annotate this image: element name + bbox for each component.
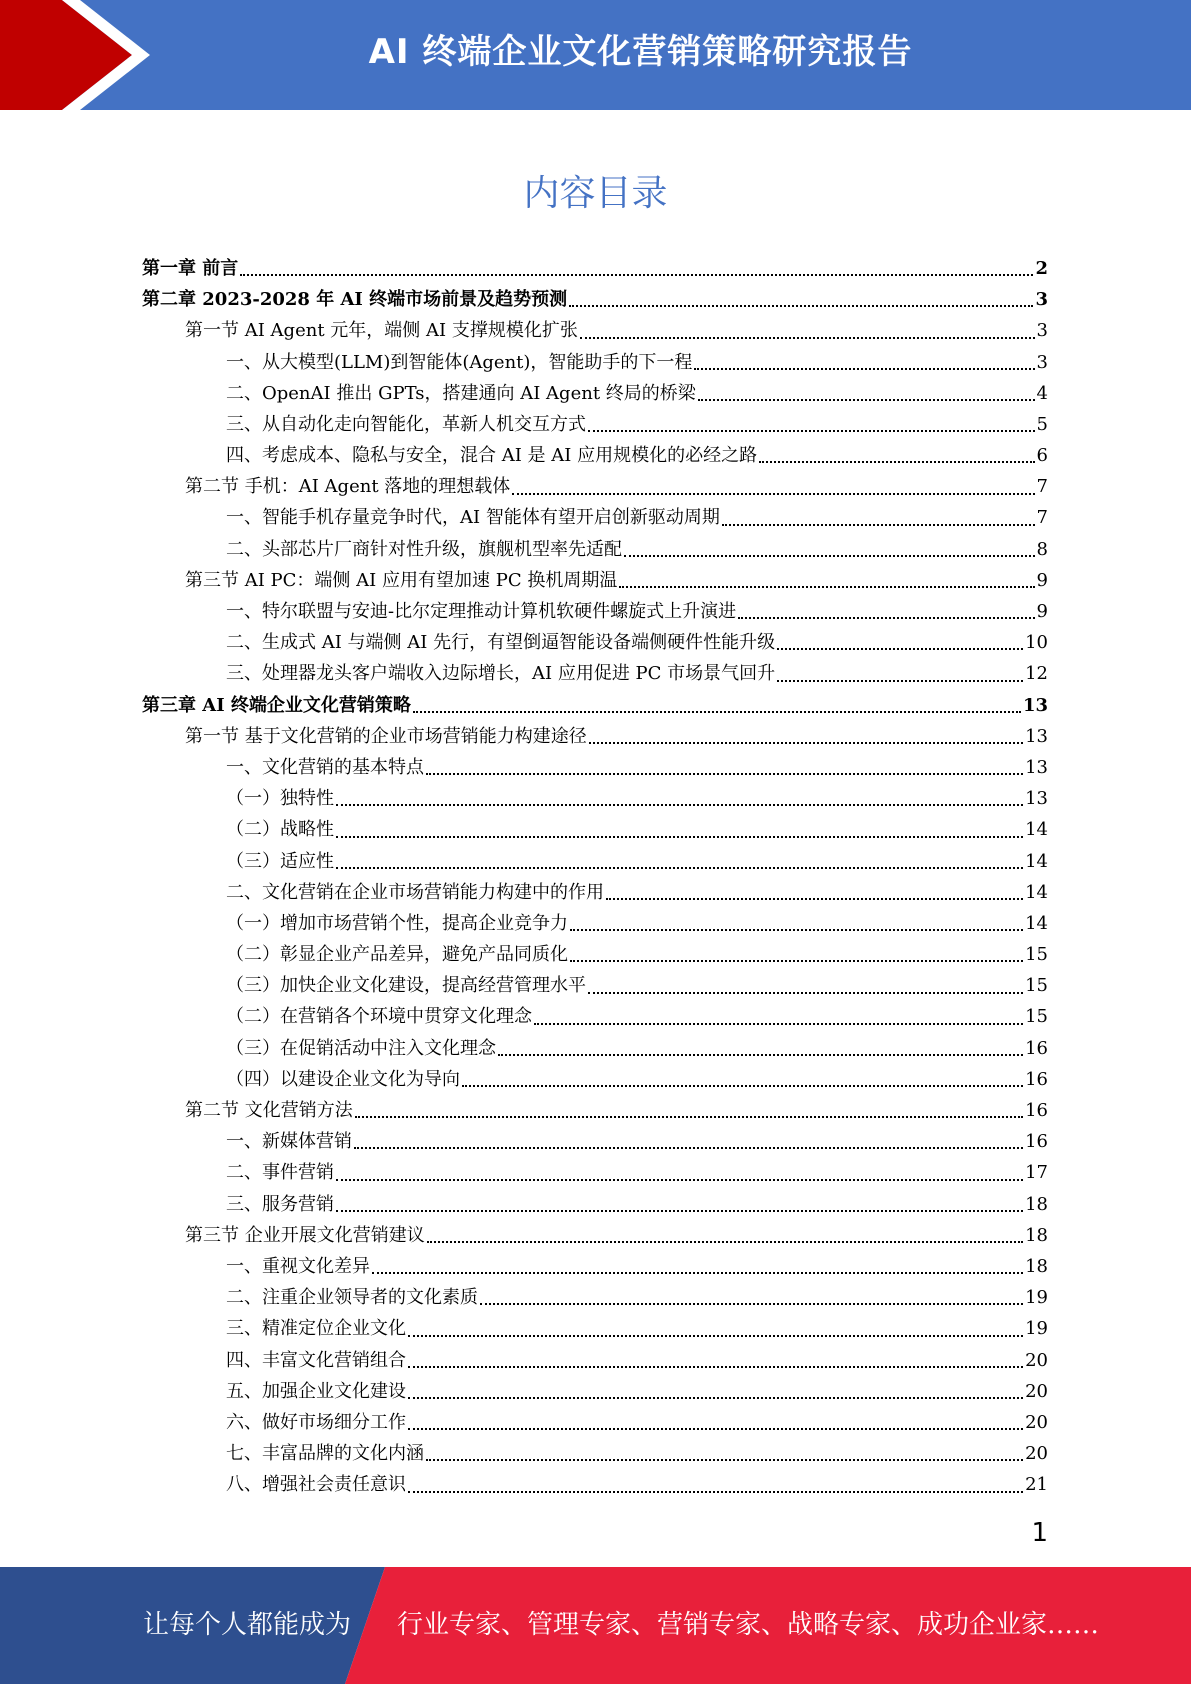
toc-entry[interactable] xyxy=(142,1095,1048,1126)
toc-entry[interactable] xyxy=(142,1157,1048,1188)
toc-entry-title: （一）增加市场营销个性，提高企业竞争力 xyxy=(226,912,568,934)
toc-entry-title: 三、从自动化走向智能化，革新人机交互方式 xyxy=(226,413,586,435)
toc-entry-title: 四、考虑成本、隐私与安全，混合 AI 是 AI 应用规模化的必经之路 xyxy=(226,445,758,467)
toc-entry[interactable] xyxy=(142,253,1048,284)
toc-entry-title: 第一节 AI Agent 元年，端侧 AI 支撑规模化扩张 xyxy=(185,320,578,342)
toc-dot-leader xyxy=(480,1282,1023,1313)
toc-entry-page: 16 xyxy=(1025,1100,1048,1122)
toc-entry-page: 7 xyxy=(1036,476,1048,498)
toc-entry-page: 20 xyxy=(1025,1443,1048,1465)
toc-dot-leader xyxy=(534,1002,1023,1033)
toc-entry[interactable] xyxy=(142,1376,1048,1407)
toc-entry[interactable] xyxy=(142,783,1048,814)
toc-entry[interactable] xyxy=(142,1438,1048,1469)
toc-entry[interactable] xyxy=(142,690,1048,721)
toc-entry[interactable] xyxy=(142,970,1048,1001)
toc-entry-page: 19 xyxy=(1025,1287,1048,1309)
toc-entry-page: 6 xyxy=(1036,445,1048,467)
toc-dot-leader xyxy=(759,440,1034,471)
toc-dot-leader xyxy=(408,1407,1023,1438)
toc-entry[interactable] xyxy=(142,1282,1048,1313)
toc-entry-page: 13 xyxy=(1025,788,1048,810)
toc-dot-leader xyxy=(570,908,1023,939)
toc-dot-leader xyxy=(336,814,1023,845)
toc-entry-title: （四）以建设企业文化为导向 xyxy=(226,1068,460,1090)
toc-entry-page: 14 xyxy=(1025,881,1048,903)
toc-entry-title: 三、处理器龙头客户端收入边际增长，AI 应用促进 PC 市场景气回升 xyxy=(226,663,776,685)
toc-entry-title: 七、丰富品牌的文化内涵 xyxy=(226,1443,424,1465)
toc-entry[interactable] xyxy=(142,814,1048,845)
toc-entry-title: 二、OpenAI 推出 GPTs，搭建通向 AI Agent 终局的桥梁 xyxy=(226,382,696,404)
toc-entry[interactable] xyxy=(142,1189,1048,1220)
toc-entry-page: 18 xyxy=(1025,1193,1048,1215)
toc-dot-leader xyxy=(512,471,1034,502)
toc-entry-page: 4 xyxy=(1036,382,1048,404)
toc-dot-leader xyxy=(619,565,1034,596)
toc-entry-page: 2 xyxy=(1035,257,1048,279)
toc-entry-title: 一、智能手机存量竞争时代，AI 智能体有望开启创新驱动周期 xyxy=(226,507,720,529)
toc-entry[interactable] xyxy=(142,440,1048,471)
page-footer xyxy=(0,1567,1191,1684)
toc-entry-page: 15 xyxy=(1025,975,1048,997)
toc-entry[interactable] xyxy=(142,409,1048,440)
toc-entry-title: 五、加强企业文化建设 xyxy=(226,1380,406,1402)
toc-entry[interactable] xyxy=(142,1251,1048,1282)
toc-dot-leader xyxy=(589,721,1023,752)
toc-entry-page: 13 xyxy=(1022,694,1048,716)
toc-entry-page: 7 xyxy=(1036,507,1048,529)
toc-entry-title: （一）独特性 xyxy=(226,788,334,810)
toc-entry-title: （二）在营销各个环境中贯穿文化理念 xyxy=(226,1006,532,1028)
table-of-contents xyxy=(142,253,1048,1501)
toc-entry[interactable] xyxy=(142,1407,1048,1438)
toc-entry[interactable] xyxy=(142,315,1048,346)
toc-entry[interactable] xyxy=(142,752,1048,783)
toc-entry-title: 二、生成式 AI 与端侧 AI 先行，有望倒逼智能设备端侧硬件性能升级 xyxy=(226,632,776,654)
toc-entry-page: 5 xyxy=(1036,413,1048,435)
toc-entry-title: 四、丰富文化营销组合 xyxy=(226,1349,406,1371)
toc-entry[interactable] xyxy=(142,378,1048,409)
toc-entry-page: 21 xyxy=(1025,1474,1048,1496)
toc-dot-leader xyxy=(777,658,1023,689)
toc-dot-leader xyxy=(408,1313,1023,1344)
toc-dot-leader xyxy=(372,1251,1023,1282)
toc-entry-title: 一、从大模型(LLM)到智能体(Agent)，智能助手的下一程 xyxy=(226,351,693,373)
toc-entry-page: 17 xyxy=(1025,1162,1048,1184)
toc-entry-title: （三）加快企业文化建设，提高经营管理水平 xyxy=(226,975,586,997)
toc-dot-leader xyxy=(408,1376,1023,1407)
toc-dot-leader xyxy=(413,690,1021,721)
toc-entry[interactable] xyxy=(142,1313,1048,1344)
toc-entry-title: 三、服务营销 xyxy=(226,1193,334,1215)
toc-entry-page: 10 xyxy=(1025,632,1048,654)
toc-entry[interactable] xyxy=(142,1469,1048,1500)
toc-dot-leader xyxy=(694,347,1034,378)
toc-entry-title: （三）在促销活动中注入文化理念 xyxy=(226,1037,496,1059)
toc-dot-leader xyxy=(569,284,1033,315)
page-header xyxy=(0,0,1191,110)
toc-entry-title: 二、注重企业领导者的文化素质 xyxy=(226,1287,478,1309)
toc-heading: 内容目录 xyxy=(523,173,668,214)
toc-dot-leader xyxy=(698,378,1035,409)
toc-entry-title: 第二节 手机：AI Agent 落地的理想载体 xyxy=(185,476,511,498)
toc-entry-page: 14 xyxy=(1025,819,1048,841)
toc-entry-page: 12 xyxy=(1025,663,1048,685)
toc-entry-page: 3 xyxy=(1036,320,1048,342)
toc-entry-title: 二、事件营销 xyxy=(226,1162,334,1184)
toc-dot-leader xyxy=(408,1345,1023,1376)
toc-entry[interactable] xyxy=(142,939,1048,970)
toc-entry-page: 16 xyxy=(1025,1131,1048,1153)
toc-entry[interactable] xyxy=(142,1064,1048,1095)
toc-entry-page: 3 xyxy=(1036,351,1048,373)
toc-entry-page: 8 xyxy=(1036,538,1048,560)
toc-dot-leader xyxy=(570,939,1023,970)
toc-entry[interactable] xyxy=(142,1220,1048,1251)
toc-dot-leader xyxy=(498,1033,1023,1064)
toc-entry[interactable] xyxy=(142,565,1048,596)
toc-entry-title: 第三节 AI PC：端侧 AI 应用有望加速 PC 换机周期温 xyxy=(185,569,618,591)
toc-dot-leader xyxy=(722,503,1035,534)
toc-entry[interactable] xyxy=(142,284,1048,315)
toc-entry-title: 一、重视文化差异 xyxy=(226,1255,370,1277)
toc-entry[interactable] xyxy=(142,1002,1048,1033)
toc-entry[interactable] xyxy=(142,877,1048,908)
toc-dot-leader xyxy=(336,783,1023,814)
page-number: 1 xyxy=(1031,1518,1048,1548)
toc-entry-page: 20 xyxy=(1025,1411,1048,1433)
toc-dot-leader xyxy=(336,846,1023,877)
toc-dot-leader xyxy=(624,534,1035,565)
toc-entry-page: 16 xyxy=(1025,1037,1048,1059)
toc-entry[interactable] xyxy=(142,596,1048,627)
toc-dot-leader xyxy=(355,1095,1023,1126)
toc-entry-page: 3 xyxy=(1035,289,1048,311)
toc-entry[interactable] xyxy=(142,1126,1048,1157)
toc-entry[interactable] xyxy=(142,658,1048,689)
toc-entry-title: （二）战略性 xyxy=(226,819,334,841)
toc-entry[interactable] xyxy=(142,1033,1048,1064)
toc-entry[interactable] xyxy=(142,1345,1048,1376)
toc-entry-title: 一、新媒体营销 xyxy=(226,1131,352,1153)
toc-entry[interactable] xyxy=(142,534,1048,565)
toc-dot-leader xyxy=(336,1189,1023,1220)
toc-entry-page: 18 xyxy=(1025,1224,1048,1246)
toc-dot-leader xyxy=(426,1438,1023,1469)
toc-entry[interactable] xyxy=(142,503,1048,534)
toc-entry-title: 二、头部芯片厂商针对性升级，旗舰机型率先适配 xyxy=(226,538,622,560)
toc-entry[interactable] xyxy=(142,471,1048,502)
toc-entry[interactable] xyxy=(142,347,1048,378)
toc-entry-title: 第三节 企业开展文化营销建议 xyxy=(185,1224,425,1246)
toc-dot-leader xyxy=(588,970,1023,1001)
toc-entry-page: 14 xyxy=(1025,912,1048,934)
toc-entry[interactable] xyxy=(142,846,1048,877)
toc-entry-title: 第一章 前言 xyxy=(142,257,239,279)
toc-entry-title: （三）适应性 xyxy=(226,850,334,872)
toc-entry-page: 9 xyxy=(1036,601,1048,623)
toc-entry-title: 第三章 AI 终端企业文化营销策略 xyxy=(142,694,411,716)
toc-entry-page: 20 xyxy=(1025,1380,1048,1402)
footer-slogan-right: 行业专家、管理专家、营销专家、战略专家、成功企业家…… xyxy=(397,1610,1100,1640)
toc-dot-leader xyxy=(777,627,1023,658)
toc-dot-leader xyxy=(606,877,1023,908)
toc-entry-page: 16 xyxy=(1025,1068,1048,1090)
toc-entry-title: 第二节 文化营销方法 xyxy=(185,1100,353,1122)
toc-entry-page: 13 xyxy=(1025,756,1048,778)
toc-dot-leader xyxy=(588,409,1035,440)
toc-entry-page: 15 xyxy=(1025,1006,1048,1028)
toc-entry-title: 八、增强社会责任意识 xyxy=(226,1474,406,1496)
toc-entry-page: 20 xyxy=(1025,1349,1048,1371)
toc-entry-title: 三、精准定位企业文化 xyxy=(226,1318,406,1340)
toc-entry[interactable] xyxy=(142,908,1048,939)
toc-entry-title: 第二章 2023-2028 年 AI 终端市场前景及趋势预测 xyxy=(142,289,568,311)
toc-entry-page: 18 xyxy=(1025,1255,1048,1277)
toc-entry-title: （二）彰显企业产品差异，避免产品同质化 xyxy=(226,944,568,966)
toc-dot-leader xyxy=(354,1126,1023,1157)
toc-entry-page: 15 xyxy=(1025,944,1048,966)
toc-dot-leader xyxy=(580,315,1035,346)
toc-dot-leader xyxy=(738,596,1034,627)
report-title: AI 终端企业文化营销策略研究报告 xyxy=(368,32,913,72)
toc-dot-leader xyxy=(336,1157,1023,1188)
toc-dot-leader xyxy=(462,1064,1023,1095)
toc-entry-page: 19 xyxy=(1025,1318,1048,1340)
toc-entry-page: 9 xyxy=(1036,569,1048,591)
toc-entry-title: 一、文化营销的基本特点 xyxy=(226,756,424,778)
toc-dot-leader xyxy=(427,1220,1023,1251)
toc-dot-leader xyxy=(426,752,1023,783)
toc-entry[interactable] xyxy=(142,627,1048,658)
toc-entry-page: 13 xyxy=(1025,725,1048,747)
toc-entry[interactable] xyxy=(142,721,1048,752)
toc-entry-title: 一、特尔联盟与安迪-比尔定理推动计算机软硬件螺旋式上升演进 xyxy=(226,601,737,623)
toc-entry-title: 二、文化营销在企业市场营销能力构建中的作用 xyxy=(226,881,604,903)
footer-slogan-left: 让每个人都能成为 xyxy=(143,1610,352,1640)
toc-dot-leader xyxy=(240,253,1033,284)
toc-dot-leader xyxy=(408,1469,1023,1500)
toc-entry-title: 第一节 基于文化营销的企业市场营销能力构建途径 xyxy=(185,725,587,747)
toc-entry-page: 14 xyxy=(1025,850,1048,872)
toc-entry-title: 六、做好市场细分工作 xyxy=(226,1411,406,1433)
